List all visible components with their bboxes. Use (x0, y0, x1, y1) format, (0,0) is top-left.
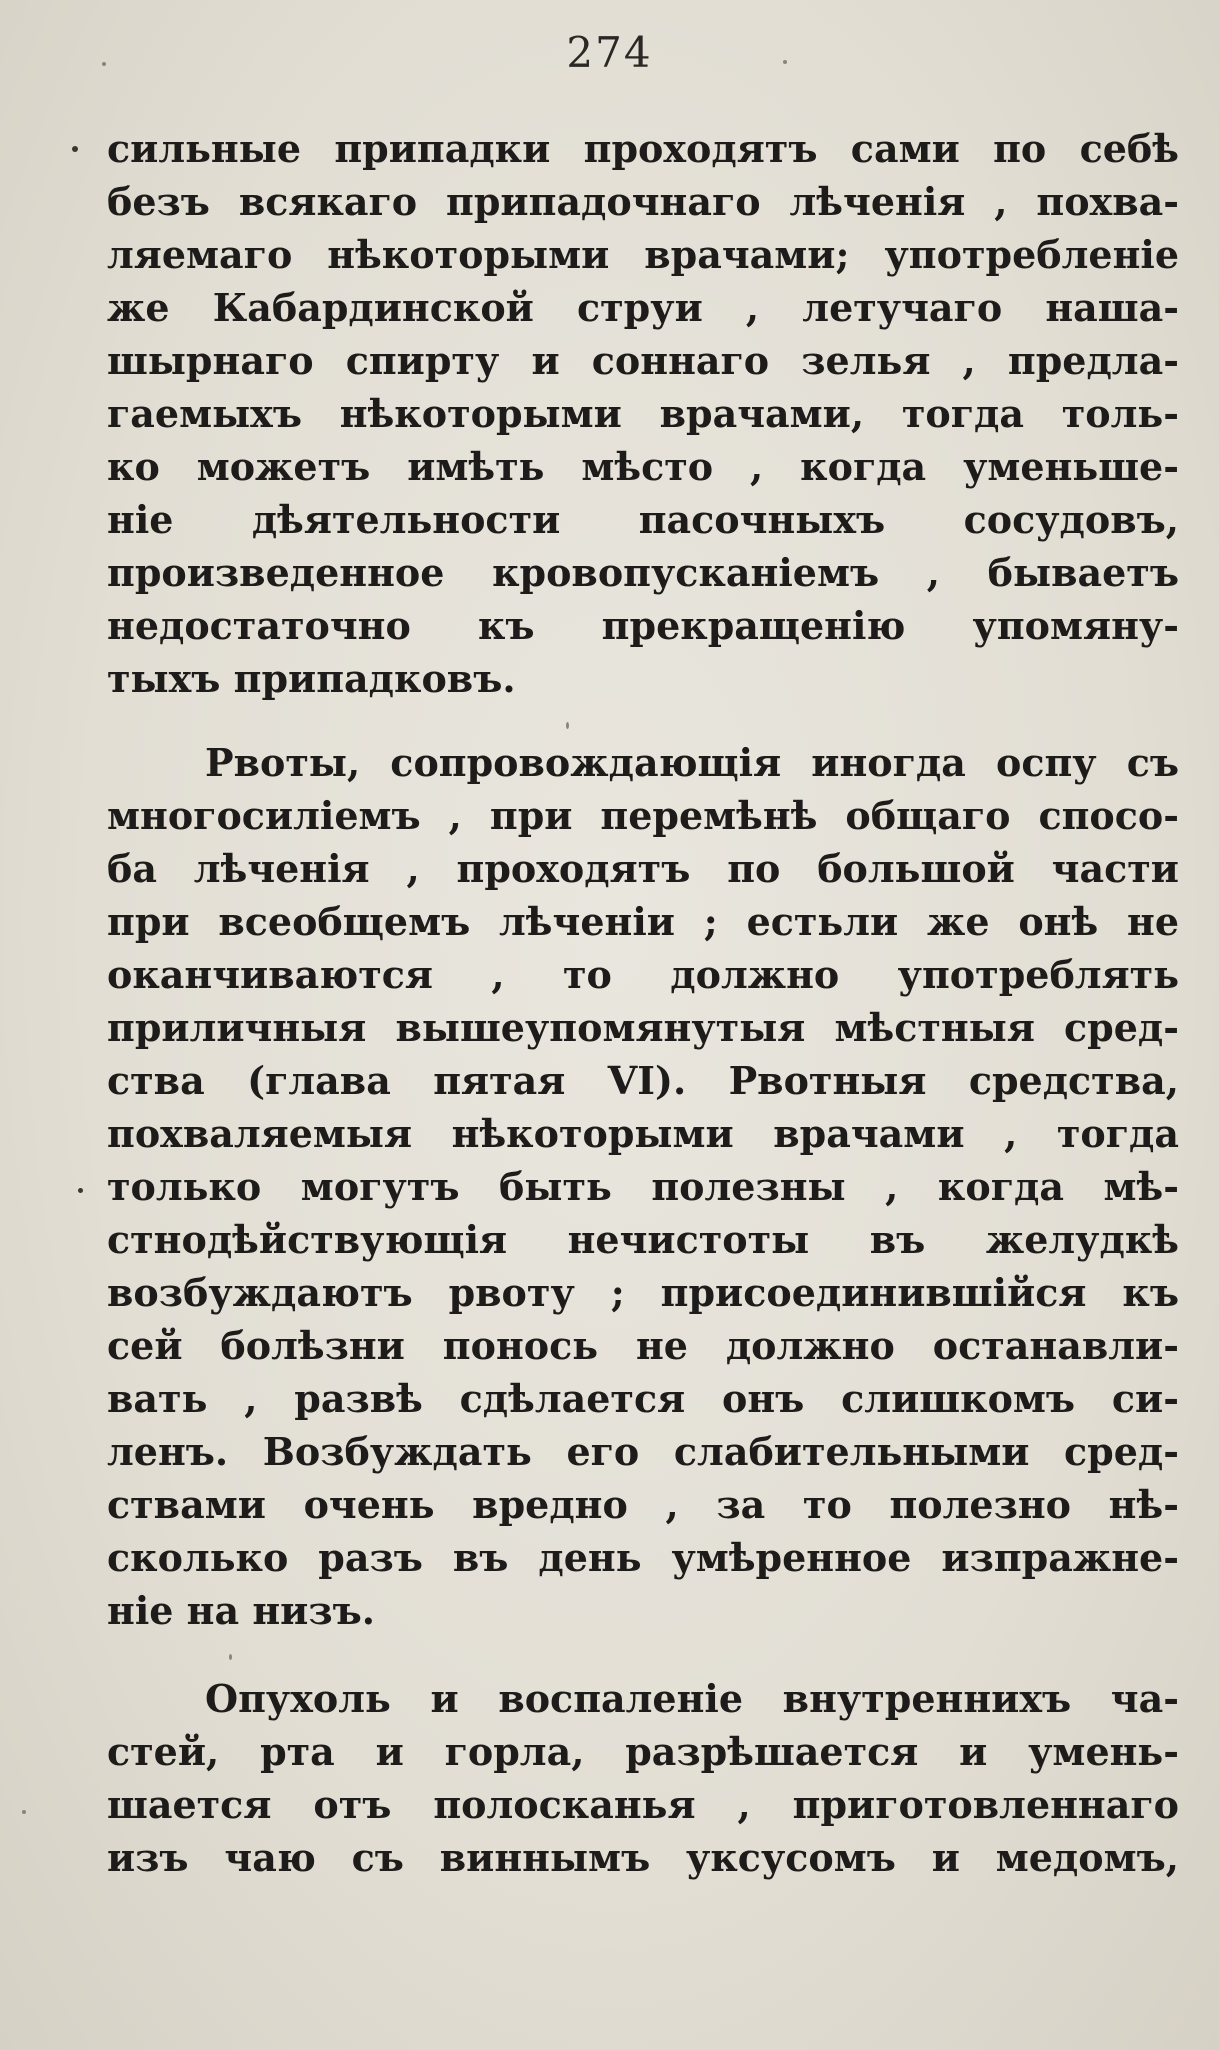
text-line: Рвоты, сопровождающія иногда оспу съ (205, 740, 1179, 785)
text-line: ства (глава пятая VI). Рвотныя средства, (107, 1058, 1179, 1103)
text-line: сколько разъ въ день умѣренное изпражне- (107, 1535, 1179, 1580)
paragraph (107, 736, 1179, 1637)
text-line: изъ чаю съ виннымъ уксусомъ и медомъ, (107, 1835, 1179, 1880)
page-number: 274 (566, 28, 653, 77)
paper-speck (229, 1654, 232, 1660)
text-line: стнодѣйствующія нечистоты въ желудкѣ (107, 1217, 1179, 1262)
text-line: гаемыхъ нѣкоторыми врачами, тогда толь- (107, 391, 1179, 436)
paper-speck (22, 1810, 26, 1814)
text-line: Опухоль и воспаленіе внутреннихъ ча- (205, 1676, 1179, 1721)
text-line: безъ всякаго припадочнаго лѣченія , похва- (107, 179, 1179, 224)
text-line: ствами очень вредно , за то полезно нѣ- (107, 1482, 1179, 1527)
margin-mark (78, 1188, 83, 1193)
text-line: произведенное кровопусканіемъ , бываетъ (107, 550, 1179, 595)
paper-speck (102, 62, 106, 66)
text-line: недостаточно къ прекращенію упомяну- (107, 603, 1179, 648)
margin-mark (72, 146, 78, 152)
text-line: стей, рта и горла, разрѣшается и умень- (107, 1729, 1179, 1774)
text-line: при всеобщемъ лѣченіи ; естьли же онѣ не (107, 899, 1179, 944)
text-line: вать , развѣ сдѣлается онъ слишкомъ си- (107, 1376, 1179, 1421)
text-line: ко можетъ имѣть мѣсто , когда уменьше- (107, 444, 1179, 489)
text-line: тыхъ припадковъ. (107, 656, 516, 701)
text-line: шается отъ полосканья , приготовленнаго (107, 1782, 1179, 1827)
text-line: шырнаго спирту и соннаго зелья , предла- (107, 338, 1179, 383)
paper-speck (783, 60, 787, 64)
paper-speck (566, 722, 569, 729)
text-line: только могутъ быть полезны , когда мѣ- (107, 1164, 1179, 1209)
text-line: ляемаго нѣкоторыми врачами; употребленіе (107, 232, 1179, 277)
text-line: возбуждаютъ рвоту ; присоединившійся къ (107, 1270, 1179, 1315)
text-line: же Кабардинской струи , летучаго наша- (107, 285, 1179, 330)
text-line: похваляемыя нѣкоторыми врачами , тогда (107, 1111, 1179, 1156)
text-line: оканчиваются , то должно употреблять (107, 952, 1179, 997)
text-line: сей болѣзни понось не должно останавли- (107, 1323, 1179, 1368)
text-line: ленъ. Возбуждать его слабительными сред- (107, 1429, 1179, 1474)
text-line: ніе дѣятельности пасочныхъ сосудовъ, (107, 497, 1179, 542)
paragraph (107, 1672, 1179, 1884)
text-line: многосиліемъ , при перемѣнѣ общаго спосо- (107, 793, 1179, 838)
text-line: ніе на низъ. (107, 1588, 375, 1633)
text-line: ба лѣченія , проходятъ по большой части (107, 846, 1179, 891)
text-line: приличныя вышеупомянутыя мѣстныя сред- (107, 1005, 1179, 1050)
paragraph (107, 122, 1179, 705)
text-line: сильные припадки проходятъ сами по себѣ (107, 126, 1179, 171)
